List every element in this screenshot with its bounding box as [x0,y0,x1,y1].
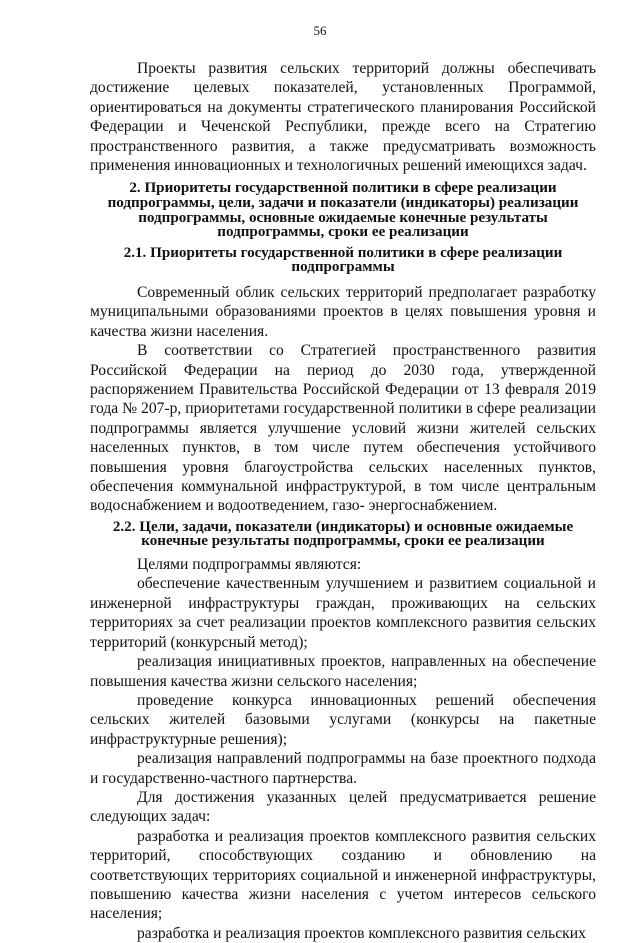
section-2-1-paragraph: Современный облик сельских территорий предполагает разработку муниципальными образованиями проектов в целях повышения уровня и качества жизни населения. [90,284,596,340]
intro-paragraph: Проекты развития сельских территорий должны обеспечивать достижение целевых показателей, установленных Программой, ориентироваться на документы стратегического планирования Российской Федерации и Чеченской Республики, прежде всего на Стратегию пространственного развития, а также предусматривать возможность применения инновационных и технологичных решений имеющихся задач. [90,60,596,175]
section-2-2-paragraph: проведение конкурса инновационных решений обеспечения сельских жителей базовыми услугами (конкурсы на пакетные инфраструктурные решения); [90,691,596,748]
section-2-1-heading: 2.1. Приоритеты государственной политики в сфере реализации подпрограммы [123,244,563,276]
page-number: 56 [313,23,327,38]
section-2-2-paragraph: разработка и реализация проектов комплексного развития сельских [137,924,586,942]
section-2-heading: 2. Приоритеты государственной политики в сфере реализации подпрограммы, цели, задачи и показатели (индикаторы) реализации подпрограммы, основные ожидаемые конечные результаты подпрограммы, сроки ее реализации [107,180,579,241]
section-2-2-paragraph: разработка и реализация проектов комплексного развития сельских территорий, способствующих созданию и обновлению на соответствующих территориях социальной и инженерной инфраструктуры, повышению качества жизни населения с учетом интересов сельского населения; [90,827,596,923]
section-2-1-paragraph: В соответствии со Стратегией пространственного развития Российской Федерации на период до 2030 года, утвержденной распоряжением Правительства Российской Федерации от 13 февраля 2019 года № 207-р, приоритетами государственной политики в сфере реализации подпрограммы является улучшение условий жизни жителей сельских населенных пунктов, в том числе путем обеспечения устойчивого повышения уровня благоустройства сельских населенных пунктов, обеспечения коммунальной инфраструктурой, в том числе центральным водоснабжением и водоотведением, газо- энергоснабжением. [90,342,596,515]
section-2-2-paragraph: Для достижения указанных целей предусматривается решение следующих задач: [90,788,596,826]
section-2-2-paragraph: реализация направлений подпрограммы на базе проектного подхода и государственно-частного партнерства. [90,750,596,787]
section-2-2-heading: 2.2. Цели, задачи, показатели (индикаторы) и основные ожидаемые конечные результаты подпрограммы, сроки ее реализации [112,518,574,550]
section-2-2-paragraph: Целями подпрограммы являются: [137,556,362,574]
section-2-2-paragraph: обеспечение качественным улучшением и развитием социальной и инженерной инфраструктуры граждан, проживающих на сельских территориях за счет реализации проектов комплексного развития сельских территорий (конкурсный метод); [90,575,596,651]
section-2-2-paragraph: реализация инициативных проектов, направленных на обеспечение повышения качества жизни сельского населения; [90,653,596,690]
